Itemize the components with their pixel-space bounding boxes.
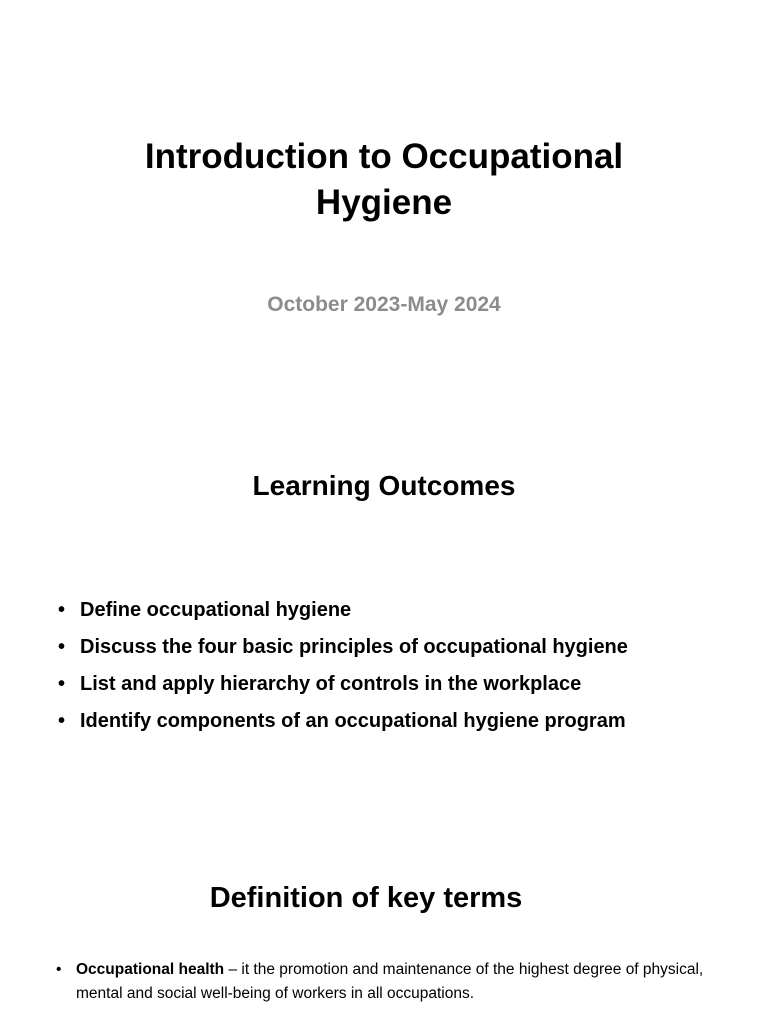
key-terms-slide — [0, 800, 768, 1024]
key-term-definition: – it the promotion and maintenance of the highest degree of physical, mental and social well-being of workers in all occupations. — [76, 961, 704, 1002]
key-terms-heading: Definition of key terms — [209, 882, 523, 914]
list-item: • Identify components of an occupational hygiene program — [58, 703, 628, 740]
list-item: • Define occupational hygiene — [58, 592, 628, 629]
slide-title — [0, 134, 768, 226]
list-item: • List and apply hierarchy of controls in the workplace — [58, 666, 628, 703]
learning-outcomes-slide — [0, 420, 768, 800]
title-slide — [0, 0, 768, 420]
bullet-icon: • — [56, 961, 62, 978]
key-term-name: Occupational health — [76, 961, 225, 978]
learning-outcomes-heading: Learning Outcomes — [252, 470, 516, 501]
list-item: • Discuss the four basic principles of occupational hygiene — [58, 629, 628, 666]
key-term-item — [56, 958, 736, 1006]
slide-title-line-1: Introduction to Occupational — [144, 137, 624, 176]
slide-title-line-2: Hygiene — [315, 183, 453, 222]
learning-outcomes-list — [58, 592, 628, 740]
slide-subtitle: October 2023-May 2024 — [267, 293, 501, 316]
